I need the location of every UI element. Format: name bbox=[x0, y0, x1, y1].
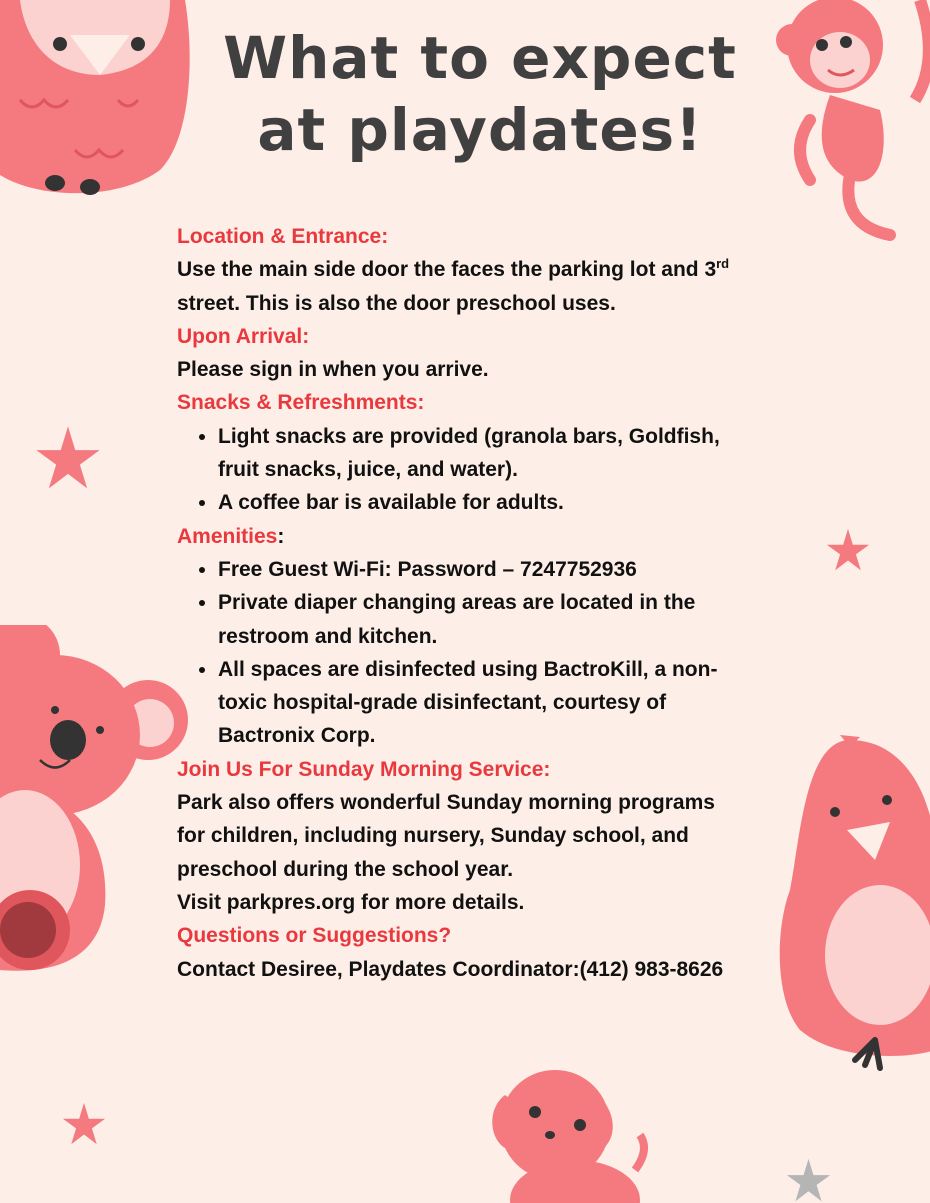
location-text-a: Use the main side door the faces the parking lot and 3 bbox=[177, 258, 717, 282]
monkey-illustration bbox=[770, 0, 930, 250]
amenities-colon: : bbox=[277, 524, 285, 548]
list-item: • All spaces are disinfected using BactroKill, a non-toxic hospital-grade disinfectant, courtesy of Bactronix Corp. bbox=[218, 653, 737, 753]
location-text bbox=[177, 253, 737, 320]
location-sup: rd bbox=[716, 256, 730, 272]
sunday-text: Park also offers wonderful Sunday morning programs for children, including nursery, Sunday school, and preschool during the school year. bbox=[177, 791, 715, 881]
questions-heading: Questions or Suggestions? bbox=[177, 924, 452, 948]
list-item: • Free Guest Wi-Fi: Password – 7247752936 bbox=[218, 553, 737, 586]
contact-text: Contact Desiree, Playdates Coordinator:(412) 983-8626 bbox=[177, 957, 724, 981]
amenities-heading: Amenities bbox=[177, 524, 278, 548]
star-icon bbox=[62, 1102, 106, 1146]
star-icon bbox=[786, 1158, 831, 1203]
list-item: • Private diaper changing areas are located in the restroom and kitchen. bbox=[218, 586, 737, 653]
list-item: • Light snacks are provided (granola bars, Goldfish, fruit snacks, juice, and water). bbox=[218, 420, 737, 487]
arrival-heading: Upon Arrival: bbox=[177, 324, 310, 348]
title-line-1: What to expect bbox=[223, 24, 737, 92]
info-content bbox=[177, 220, 737, 986]
page-title bbox=[210, 22, 750, 166]
amenities-heading-row bbox=[177, 520, 737, 553]
bird-illustration bbox=[775, 730, 930, 1075]
sunday-visit: Visit parkpres.org for more details. bbox=[177, 890, 525, 914]
star-icon bbox=[35, 425, 101, 491]
snacks-list bbox=[177, 420, 737, 520]
owl-illustration bbox=[0, 0, 200, 200]
dog-illustration bbox=[485, 1065, 650, 1203]
location-text-b: street. This is also the door preschool uses. bbox=[177, 291, 616, 315]
snacks-heading: Snacks & Refreshments: bbox=[177, 391, 425, 415]
star-icon bbox=[826, 528, 870, 572]
location-heading: Location & Entrance: bbox=[177, 225, 389, 248]
arrival-text: Please sign in when you arrive. bbox=[177, 358, 489, 382]
koala-illustration bbox=[0, 625, 195, 980]
title-line-2: at playdates! bbox=[257, 96, 703, 164]
sunday-heading: Join Us For Sunday Morning Service: bbox=[177, 757, 551, 781]
list-item: • A coffee bar is available for adults. bbox=[218, 486, 737, 519]
amenities-list bbox=[177, 553, 737, 753]
